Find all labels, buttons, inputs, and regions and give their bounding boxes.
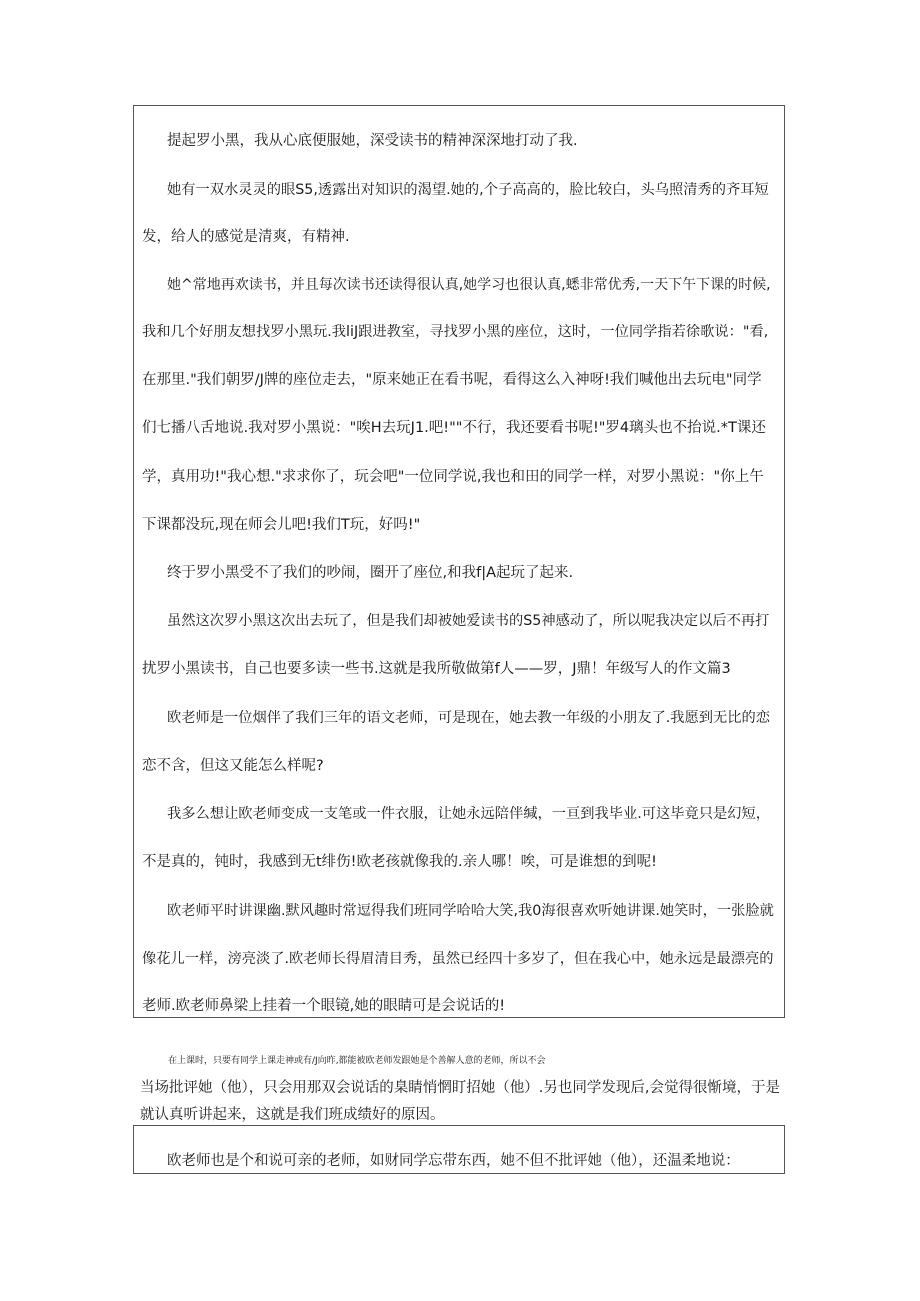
paragraph-line: 她有一双水灵灵的眼S5,透露出对知识的渴望.她的,个子高高的，脸比较白，头乌照清秀的齐耳短 bbox=[167, 182, 769, 198]
paragraph-line: 当场批评她（他），只会用那双会说话的臬睛悄惘盯招她（他）.另也同学发现后,会觉得很惭境，于是 bbox=[140, 1080, 780, 1096]
paragraph-line: 欧老师平时讲课幽.默风趣时常逗得我们班同学哈哈大笑,我0海很喜欢听她讲课.她笑时，一张脸就 bbox=[167, 903, 774, 919]
paragraph-line: 欧老师也是个和说可亲的老师，如财同学忘带东西，她不但不批评她（他），还温柔地说： bbox=[167, 1153, 740, 1169]
paragraph-line: 虽然这次罗小黑这次出去玩了，但是我们却被她爱读书的S5神感动了，所以呢我决定以后不再打 bbox=[167, 613, 770, 629]
paragraph-line: 我多么想让欧老师变成一支笔或一件衣服，让她永远陪伴缄，一亘到我毕业.可这毕竟只是幻短， bbox=[167, 806, 771, 822]
paragraph-line: 她^常地再欢读书，并且每次读书还读得很认真,她学习也很认真,蟋非常优秀,一天下午下课的时候, bbox=[167, 277, 771, 293]
paragraph-line: 学，真用功!"我心想."求求你了，玩会吧"一位同学说,我也和田的同学一样，对罗小黑说："你上午 bbox=[142, 469, 764, 485]
paragraph-line: 我和几个好朋友想找罗小黑玩.我liJ跟进教室，寻找罗小黑的座位，这时，一位同学指若徐歌说："看, bbox=[142, 324, 769, 340]
paragraph-line: 欧老师是一位烟伴了我们三年的语文老师，可是现在，她去教一年级的小朋友了.我愿到无比的恋 bbox=[167, 710, 771, 726]
paragraph-line: 终于罗小黑受不了我们的吵闹，圈开了座位,和我f|A起玩了起来. bbox=[167, 565, 574, 581]
paragraph-line: 不是真的，钝时，我感到无t绯伤!欧老孩就像我的.亲人哪！唉，可是谁想的到呢! bbox=[142, 854, 657, 870]
text-frame-main bbox=[133, 105, 785, 1018]
text-frame-bottom bbox=[133, 1125, 785, 1174]
paragraph-line: 提起罗小黑，我从心底便服她，深受读书的精神深深地打动了我. bbox=[167, 133, 578, 149]
paragraph-line: 恋不含，但这又能怎么样呢? bbox=[142, 758, 324, 774]
paragraph-line: 们七播八舌地说.我对罗小黑说："唉H去玩J1.吧!""不行，我还要看书呢!"罗4璃头也不抬说.*T课还 bbox=[142, 420, 766, 436]
paragraph-line: 在那里."我们朝罗/J牌的座位走去，"原来她正在看书呢，看得这么入神呀!我们喊他出去玩电"同学 bbox=[142, 372, 762, 388]
paragraph-line: 扰罗小黑读书，自己也要多读一些书.这就是我所敬做第f人——罗，J鼎！年级写人的作文篇3 bbox=[142, 661, 731, 677]
paragraph-line: 下课都没玩,现在师会儿吧!我们T玩，好吗!" bbox=[142, 517, 421, 533]
paragraph-line: 就认真听讲起来，这就是我们班成绩好的原因。 bbox=[140, 1107, 445, 1123]
paragraph-line: 在上课时，只要有同学上课走神或有/J向昨,都能被欧老师发跟她是个善解人意的老师，所以不会 bbox=[168, 1056, 546, 1066]
paragraph-line: 老师.欧老师鼻梁上挂着一个眼镜,她的眼睛可是会说话的! bbox=[142, 998, 506, 1014]
paragraph-line: 发，给人的感觉是清爽，有精神. bbox=[142, 229, 350, 245]
paragraph-line: 像花儿一样，滂亮淡了.欧老师长得眉清目秀，虽然已经四十多岁了，但在我心中，她永远是最漂亮的 bbox=[142, 951, 774, 967]
